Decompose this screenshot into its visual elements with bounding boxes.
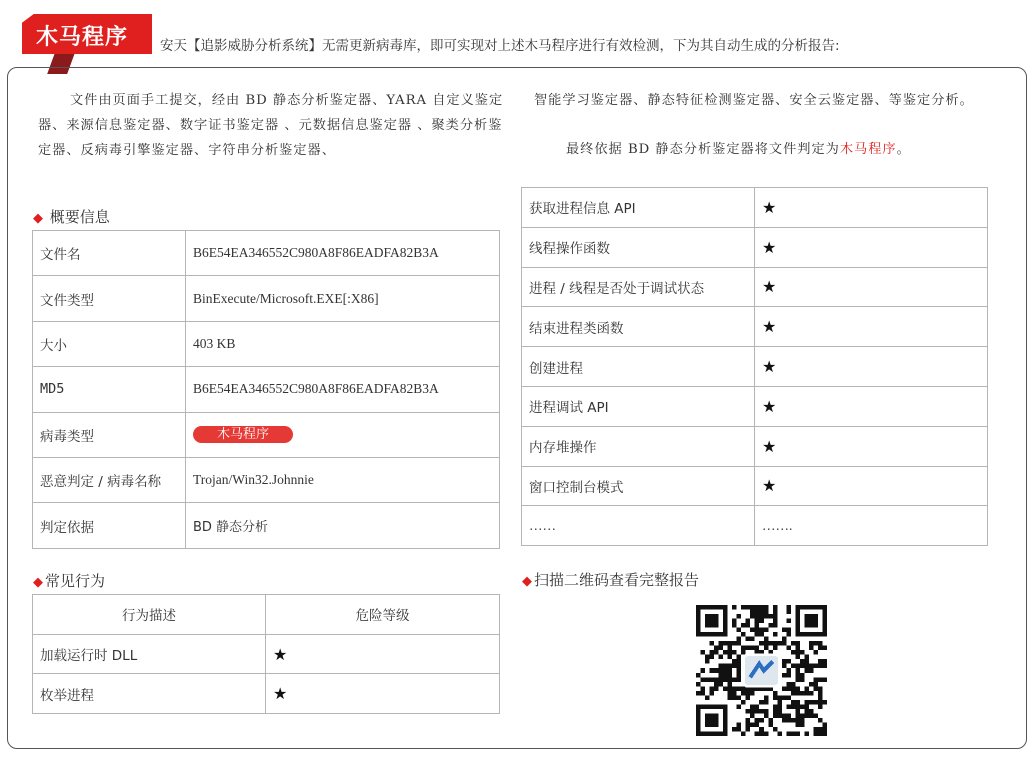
star-rating: ★ bbox=[755, 227, 988, 267]
conclusion-paragraph bbox=[534, 137, 1004, 162]
behavior-name: 加载运行时 DLL bbox=[33, 634, 266, 674]
qr-code[interactable] bbox=[696, 605, 827, 736]
behavior-name: 枚举进程 bbox=[33, 674, 266, 714]
behaviors-title-text: 常见行为 bbox=[45, 572, 106, 590]
diamond-icon: ◆ bbox=[522, 574, 532, 589]
conclusion-prefix: 最终依据 BD 静态分析鉴定器将文件判定为 bbox=[566, 142, 840, 157]
table-row bbox=[33, 412, 500, 457]
table-row bbox=[522, 426, 988, 466]
value-cell bbox=[186, 412, 500, 457]
behavior-name: 线程操作函数 bbox=[522, 227, 755, 267]
value-cell: BinExecute/Microsoft.EXE[:X86] bbox=[186, 276, 500, 321]
table-row bbox=[33, 503, 500, 548]
behavior-name: 结束进程类函数 bbox=[522, 307, 755, 347]
behavior-name: 内存堆操作 bbox=[522, 426, 755, 466]
table-row bbox=[33, 367, 500, 412]
overview-title bbox=[33, 206, 110, 227]
column-header: 行为描述 bbox=[33, 595, 266, 635]
key-cell: 恶意判定 / 病毒名称 bbox=[33, 457, 186, 502]
value-cell: Trojan/Win32.Johnnie bbox=[186, 457, 500, 502]
table-row bbox=[522, 227, 988, 267]
table-row bbox=[33, 276, 500, 321]
table-row bbox=[33, 231, 500, 276]
table-row bbox=[33, 457, 500, 502]
behavior-name: …… bbox=[522, 506, 755, 546]
behavior-name: 窗口控制台模式 bbox=[522, 466, 755, 506]
table-row bbox=[522, 386, 988, 426]
value-cell: B6E54EA346552C980A8F86EADFA82B3A bbox=[186, 367, 500, 412]
star-rating: ★ bbox=[755, 267, 988, 307]
key-cell: 文件名 bbox=[33, 231, 186, 276]
table-row bbox=[522, 307, 988, 347]
conclusion-suffix: 。 bbox=[896, 142, 911, 157]
conclusion-value: 木马程序 bbox=[839, 142, 897, 157]
table-row bbox=[522, 506, 988, 546]
key-cell: 病毒类型 bbox=[33, 412, 186, 457]
star-rating: ★ bbox=[755, 386, 988, 426]
value-cell: 403 KB bbox=[186, 321, 500, 366]
table-row bbox=[33, 674, 500, 714]
behavior-name: 进程 / 线程是否处于调试状态 bbox=[522, 267, 755, 307]
star-rating: ★ bbox=[755, 347, 988, 387]
qr-title bbox=[522, 569, 699, 590]
intro-text: 安天【追影威胁分析系统】无需更新病毒库，即可实现对上述木马程序进行有效检测，下为其自动生成的分析报告: bbox=[160, 38, 840, 54]
table-row bbox=[522, 188, 988, 228]
star-rating: ★ bbox=[266, 674, 500, 714]
star-rating: ★ bbox=[755, 466, 988, 506]
behaviors-title bbox=[33, 570, 105, 591]
star-rating: ★ bbox=[755, 307, 988, 347]
diamond-icon: ◆ bbox=[33, 211, 43, 226]
key-cell: 判定依据 bbox=[33, 503, 186, 548]
behaviors-table-continued bbox=[521, 187, 988, 546]
overview-title-text: 概要信息 bbox=[49, 208, 110, 226]
diamond-icon: ◆ bbox=[33, 575, 43, 590]
behavior-name: 获取进程信息 API bbox=[522, 188, 755, 228]
star-rating: ★ bbox=[755, 188, 988, 228]
table-row bbox=[522, 466, 988, 506]
key-cell: 文件类型 bbox=[33, 276, 186, 321]
table-header-row bbox=[33, 595, 500, 635]
qr-title-text: 扫描二维码查看完整报告 bbox=[534, 571, 700, 589]
table-row bbox=[33, 321, 500, 366]
section-tag-label: 木马程序 bbox=[36, 25, 129, 50]
overview-table bbox=[32, 230, 500, 549]
table-row bbox=[33, 634, 500, 674]
virus-type-badge: 木马程序 bbox=[193, 426, 293, 443]
column-header: 危险等级 bbox=[266, 595, 500, 635]
value-cell: BD 静态分析 bbox=[186, 503, 500, 548]
key-cell: 大小 bbox=[33, 321, 186, 366]
behavior-name: 创建进程 bbox=[522, 347, 755, 387]
behaviors-table bbox=[32, 594, 500, 714]
behavior-name: 进程调试 API bbox=[522, 386, 755, 426]
table-row bbox=[522, 267, 988, 307]
ellipsis-cell: ……. bbox=[755, 506, 988, 546]
star-rating: ★ bbox=[266, 634, 500, 674]
key-cell: MD5 bbox=[33, 367, 186, 412]
summary-paragraph-col2: 智能学习鉴定器、静态特征检测鉴定器、安全云鉴定器、等鉴定分析。 bbox=[534, 93, 974, 108]
star-rating: ★ bbox=[755, 426, 988, 466]
value-cell: B6E54EA346552C980A8F86EADFA82B3A bbox=[186, 231, 500, 276]
table-row bbox=[522, 347, 988, 387]
summary-paragraph-col1: 文件由页面手工提交，经由 BD 静态分析鉴定器、YARA 自定义鉴定器、来源信息鉴定器、数字证书鉴定器 、元数据信息鉴定器 、聚类分析鉴定器、反病毒引擎鉴定器、字符串分析鉴定器、 bbox=[38, 93, 504, 158]
